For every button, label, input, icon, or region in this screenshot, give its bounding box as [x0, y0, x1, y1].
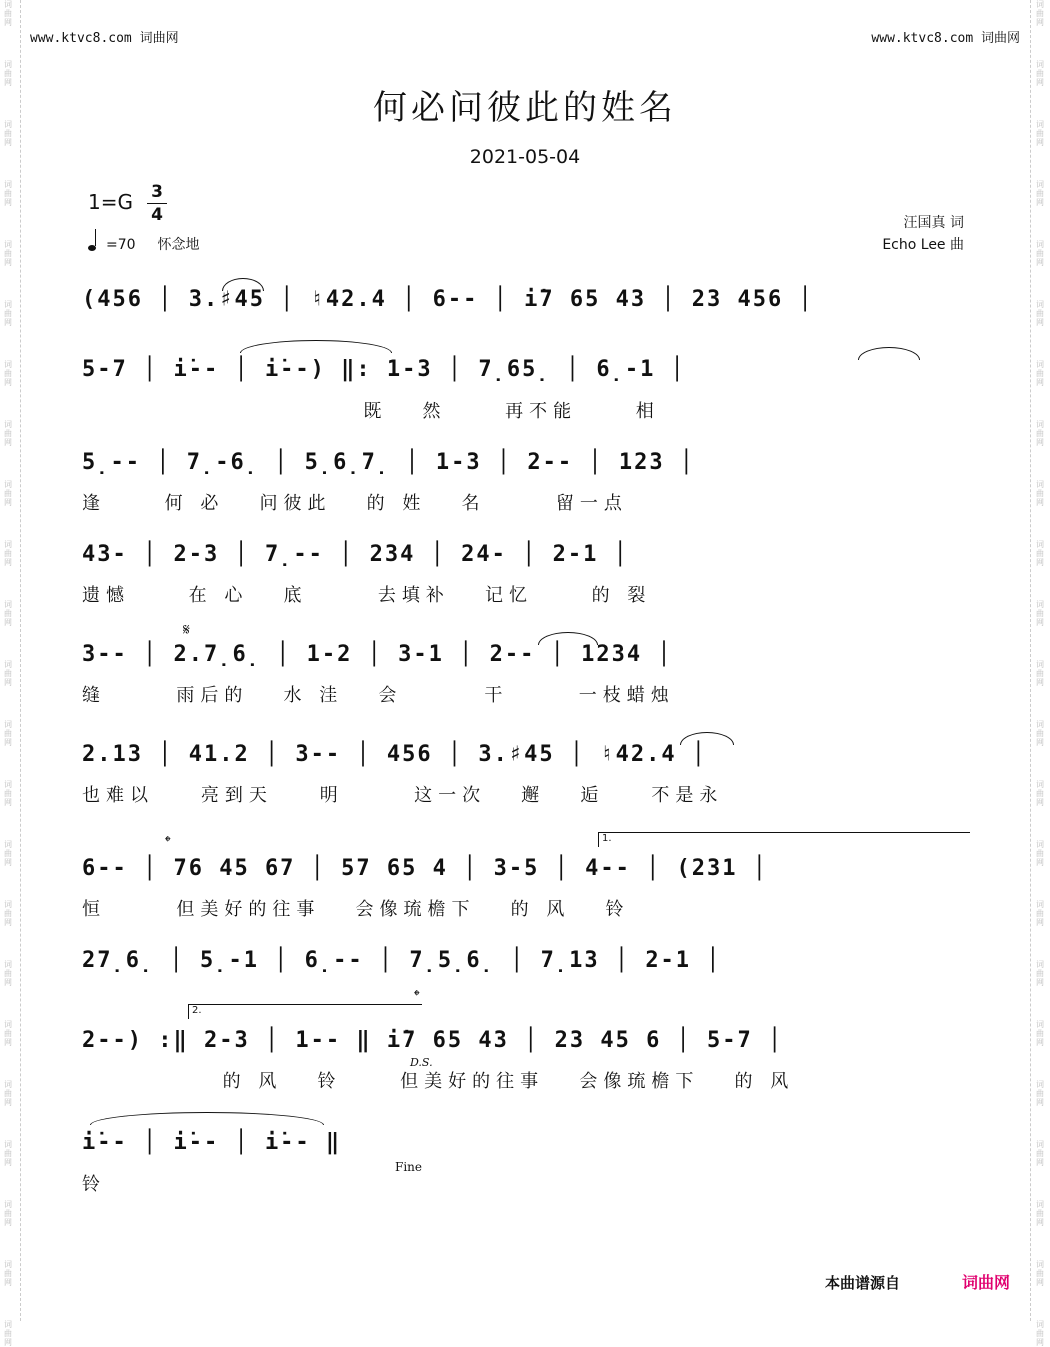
song-title: 何必问彼此的姓名 [373, 88, 677, 128]
tie-line1 [222, 278, 264, 291]
notation-line-10: i̇-- │ i̇-- │ i̇-- ‖ [82, 1130, 342, 1155]
lyrics-line-6: 也难以 亮到天 明 这一次 邂 逅 不是永 [82, 785, 724, 806]
credits [882, 212, 964, 256]
watermark-text: 词 曲 网 [4, 120, 12, 147]
watermark-text: 词 曲 网 [4, 840, 12, 867]
expression-marking: 怀念地 [157, 237, 200, 253]
watermark-text: 词 曲 网 [1036, 240, 1044, 267]
watermark-text: 词 曲 网 [4, 720, 12, 747]
watermark-text: 词 曲 网 [4, 60, 12, 87]
watermark-text: 词 曲 网 [4, 600, 12, 627]
song-date: 2021-05-04 [469, 146, 581, 168]
watermark-text: 词 曲 网 [4, 180, 12, 207]
watermark-text: 词 曲 网 [1036, 1020, 1044, 1047]
watermark-text: 词 曲 网 [1036, 60, 1044, 87]
watermark-text: 词 曲 网 [4, 660, 12, 687]
watermark-text: 词 曲 网 [4, 1140, 12, 1167]
watermark-text: 词 曲 网 [4, 960, 12, 987]
tie-final [90, 1112, 324, 1125]
margin-line-left [20, 0, 21, 1321]
tie-line6 [680, 732, 734, 745]
watermark-right [1034, 0, 1048, 1347]
notation-line-9: 2--) :‖ 2-3 │ 1-- ‖ i̇7 65 43 │ 23 45 6 │ 5-7 │ [82, 1028, 784, 1053]
notation-line-7: 6-- │ 76 45 67 │ 57 65 4 │ 3-5 │ 4-- │ (231 │ [82, 856, 769, 881]
notation-line-1: (456 │ 3.♯45 │ ♮42.4 │ 6-- │ i̇7 65 43 │ 23 456 │ [82, 287, 814, 312]
watermark-text: 词 曲 网 [1036, 420, 1044, 447]
footer-source-label: 本曲谱源自 [824, 1274, 900, 1292]
watermark-text: 词 曲 网 [1036, 360, 1044, 387]
coda-icon-2: 𝄌 [414, 986, 420, 1005]
time-signature-top: 3 [151, 182, 163, 202]
notation-line-6: 2.13 │ 41.2 │ 3-- │ 456 │ 3.♯45 │ ♮42.4 │ [82, 742, 708, 767]
quarter-note-icon [88, 245, 96, 251]
notation-line-4: 43- │ 2-3 │ 7̣-- │ 234 │ 24- │ 2-1 │ [82, 542, 629, 567]
watermark-text: 词 曲 网 [1036, 180, 1044, 207]
ds-marking: D.S. [410, 1056, 433, 1069]
tie-line5 [538, 632, 598, 645]
lyrics-line-3: 逢 何 必 问彼此 的 姓 名 留一点 [82, 493, 628, 514]
footer-source-site: 词曲网 [961, 1273, 1010, 1292]
watermark-text: 词 曲 网 [4, 360, 12, 387]
watermark-text: 词 曲 网 [4, 240, 12, 267]
lyrics-line-10: 铃 [82, 1174, 106, 1195]
watermark-text: 词 曲 网 [4, 0, 12, 27]
watermark-text: 词 曲 网 [4, 420, 12, 447]
watermark-text: 词 曲 网 [1036, 780, 1044, 807]
margin-line-right [1030, 0, 1031, 1321]
composer: Echo Lee 曲 [882, 237, 964, 253]
watermark-text: 词 曲 网 [1036, 960, 1044, 987]
watermark-text: 词 曲 网 [1036, 1200, 1044, 1227]
volta-1: 1. [598, 832, 970, 847]
site-url-left: www.ktvc8.com 词曲网 [30, 31, 179, 46]
watermark-text: 词 曲 网 [4, 780, 12, 807]
time-signature-bottom: 4 [151, 205, 163, 225]
fine-marking: Fine [395, 1160, 422, 1174]
tie-line2 [240, 340, 392, 353]
tempo-value: =70 [106, 237, 136, 253]
notation-line-3: 5̣-- │ 7̣-6̣ │ 5̣6̣7̣ │ 1-3 │ 2-- │ 123 │ [82, 450, 696, 475]
watermark-text: 词 曲 网 [1036, 540, 1044, 567]
watermark-text: 词 曲 网 [4, 1260, 12, 1287]
lyrics-line-2: 既 然 再不能 相 [82, 401, 660, 422]
segno-icon: 𝄋 [183, 620, 190, 639]
watermark-text: 词 曲 网 [4, 1320, 12, 1347]
lyricist: 汪国真 词 [903, 215, 964, 231]
watermark-text: 词 曲 网 [4, 540, 12, 567]
time-signature [147, 182, 167, 225]
watermark-text: 词 曲 网 [1036, 480, 1044, 507]
watermark-text: 词 曲 网 [1036, 660, 1044, 687]
watermark-text: 词 曲 网 [1036, 1320, 1044, 1347]
watermark-text: 词 曲 网 [4, 1200, 12, 1227]
site-url-right: www.ktvc8.com 词曲网 [871, 31, 1020, 46]
notation-line-8: 27̣6̣ │ 5̣-1 │ 6̣-- │ 7̣5̣6̣ │ 7̣13 │ 2-1 │ [82, 948, 722, 973]
watermark-text: 词 曲 网 [1036, 1080, 1044, 1107]
watermark-text: 词 曲 网 [1036, 1140, 1044, 1167]
lyrics-line-5: 缝 雨后的 水 洼 会 干 一枝蜡烛 [82, 685, 675, 706]
watermark-text: 词 曲 网 [1036, 840, 1044, 867]
watermark-text: 词 曲 网 [4, 480, 12, 507]
volta-2: 2. [188, 1004, 422, 1019]
watermark-text: 词 曲 网 [1036, 300, 1044, 327]
watermark-text: 词 曲 网 [1036, 1260, 1044, 1287]
watermark-text: 词 曲 网 [1036, 0, 1044, 27]
lyrics-line-7: 恒 但美好的往事 会像琉檐下 的 风 铃 [82, 899, 630, 920]
watermark-text: 词 曲 网 [1036, 900, 1044, 927]
watermark-left [2, 0, 16, 1347]
watermark-text: 词 曲 网 [1036, 120, 1044, 147]
lyrics-line-4: 遗憾 在 心 底 去填补 记忆 的 裂 [82, 585, 652, 606]
key-signature: 1=G [88, 190, 133, 214]
notation-line-5: 3-- │ 2.7̣6̣ │ 1-2 │ 3-1 │ 2-- │ 1234 │ [82, 642, 673, 667]
tempo-marking [88, 234, 200, 254]
lyrics-line-9: 的 风 铃 但美好的往事 会像琉檐下 的 风 [82, 1071, 795, 1092]
watermark-text: 词 曲 网 [4, 900, 12, 927]
watermark-text: 词 曲 网 [4, 1020, 12, 1047]
watermark-text: 词 曲 网 [4, 300, 12, 327]
watermark-text: 词 曲 网 [1036, 720, 1044, 747]
watermark-text: 词 曲 网 [1036, 600, 1044, 627]
watermark-text: 词 曲 网 [4, 1080, 12, 1107]
notation-line-2: 5-7 │ i̇-- │ i̇--) ‖: 1-3 │ 7̣65̣ │ 6̣-1 │ [82, 357, 686, 382]
tie-line2b [858, 347, 920, 360]
coda-icon: 𝄌 [165, 832, 171, 851]
